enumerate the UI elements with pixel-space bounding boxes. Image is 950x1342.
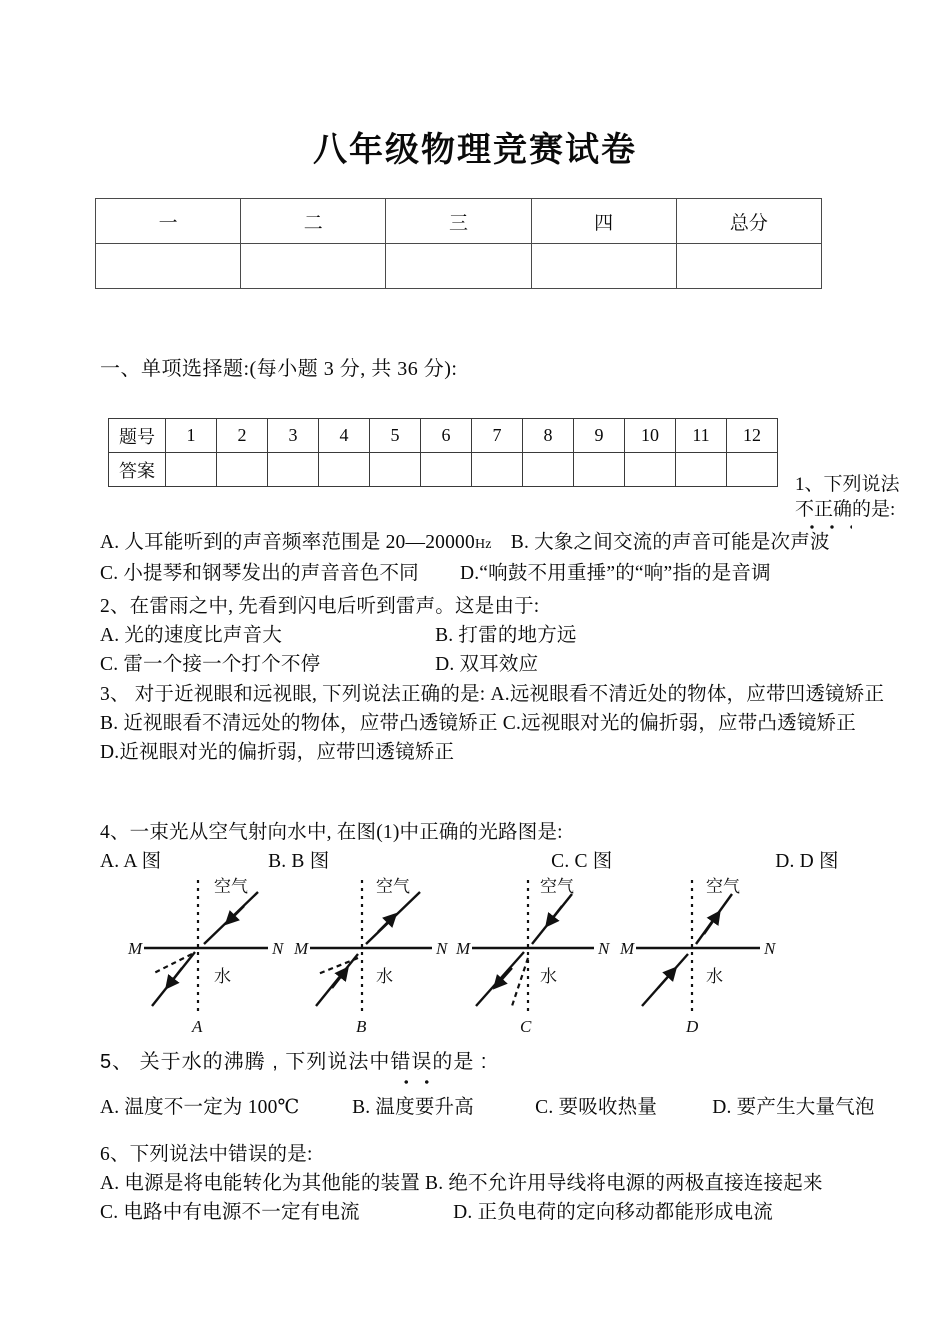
question-3-option-b: B. 近视眼看不清远处的物体，应带凸透镜矫正 bbox=[100, 713, 498, 734]
question-1-option-a bbox=[100, 528, 492, 559]
question-2-option-row-1 bbox=[100, 621, 577, 650]
panel-b bbox=[293, 877, 449, 1036]
question-1-option-a-text: A. 人耳能听到的声音频率范围是 20—20000 bbox=[100, 532, 475, 553]
question-3 bbox=[100, 680, 950, 767]
question-number-cell: 3 bbox=[268, 419, 319, 453]
score-value-1[interactable] bbox=[96, 244, 241, 289]
question-6-option-row-2 bbox=[100, 1198, 823, 1227]
section-heading-one: 一、单项选择题:(每小题 3 分, 共 36 分): bbox=[100, 358, 458, 380]
score-value-4[interactable] bbox=[531, 244, 676, 289]
question-5 bbox=[100, 1048, 875, 1122]
page-title: 八年级物理竞赛试卷 bbox=[313, 132, 637, 169]
question-5-stem-part2: 的是 : bbox=[432, 1051, 488, 1073]
svg-text:N: N bbox=[764, 939, 776, 958]
svg-text:M: M bbox=[456, 939, 471, 958]
question-1-emphasis: 不正确 bbox=[795, 499, 853, 520]
question-1-option-a-unit: Hz bbox=[474, 537, 492, 552]
question-1-option-c: C. 小提琴和钢琴发出的声音音色不同 bbox=[100, 563, 419, 584]
svg-text:空气: 空气 bbox=[540, 877, 574, 896]
question-2-option-a: A. 光的速度比声音大 bbox=[100, 625, 283, 646]
panel-c bbox=[455, 877, 611, 1036]
svg-text:N: N bbox=[436, 939, 448, 958]
refraction-diagram-figure bbox=[120, 866, 850, 1036]
svg-text:水: 水 bbox=[214, 967, 231, 986]
question-2-stem: 2、在雷雨之中, 先看到闪电后听到雷声。这是由于: bbox=[100, 596, 540, 617]
row-label-answer: 答案 bbox=[109, 453, 166, 487]
score-summary-table bbox=[95, 198, 822, 289]
answer-cell[interactable] bbox=[727, 453, 778, 487]
question-6-stem: 6、下列说法中错误的是: bbox=[100, 1144, 313, 1165]
question-number-cell: 11 bbox=[676, 419, 727, 453]
answer-cell[interactable] bbox=[676, 453, 727, 487]
question-4-option-c: C. C 图 bbox=[551, 851, 613, 872]
question-5-emphasis: 错误 bbox=[390, 1048, 432, 1077]
question-number-cell: 10 bbox=[625, 419, 676, 453]
table-row-headers bbox=[96, 199, 822, 244]
question-5-stem bbox=[100, 1051, 487, 1073]
answer-cell[interactable] bbox=[523, 453, 574, 487]
score-value-total[interactable] bbox=[676, 244, 821, 289]
answer-cell[interactable] bbox=[319, 453, 370, 487]
question-5-option-d: D. 要产生大量气泡 bbox=[712, 1097, 875, 1118]
question-3-stem: 3、 对于近视眼和远视眼, 下列说法正确的是: bbox=[100, 684, 486, 705]
question-4-option-a: A. A 图 bbox=[100, 851, 162, 872]
score-header-2: 二 bbox=[241, 199, 386, 244]
question-1-option-row-1 bbox=[100, 528, 830, 559]
question-1-option-d: D.“响鼓不用重捶”的“响”指的是音调 bbox=[459, 563, 771, 584]
question-2-option-d: D. 双耳效应 bbox=[435, 654, 539, 675]
svg-text:D: D bbox=[686, 1017, 699, 1036]
question-2-option-row-2 bbox=[100, 650, 577, 679]
svg-text:N: N bbox=[598, 939, 610, 958]
refraction-diagram-svg bbox=[120, 866, 850, 1036]
svg-text:空气: 空气 bbox=[214, 877, 248, 896]
answer-cell[interactable] bbox=[574, 453, 625, 487]
question-1-option-row-2 bbox=[100, 559, 830, 588]
question-number-cell: 9 bbox=[574, 419, 625, 453]
question-6-option-a: A. 电源是将电能转化为其他能的装置 bbox=[100, 1173, 420, 1194]
score-value-3[interactable] bbox=[386, 244, 531, 289]
answer-cell[interactable] bbox=[421, 453, 472, 487]
question-1-stem-part1: 1、下列说法 bbox=[795, 474, 900, 495]
svg-text:N: N bbox=[272, 939, 284, 958]
answer-cell[interactable] bbox=[625, 453, 676, 487]
question-4-option-b: B. B 图 bbox=[268, 851, 330, 872]
svg-text:M: M bbox=[294, 939, 309, 958]
question-2-option-b: B. 打雷的地方远 bbox=[435, 625, 577, 646]
svg-text:C: C bbox=[520, 1017, 532, 1036]
panel-d bbox=[619, 877, 777, 1036]
question-number-cell: 8 bbox=[523, 419, 574, 453]
table-row-question-numbers bbox=[109, 419, 778, 453]
table-row-answers bbox=[109, 453, 778, 487]
score-header-1: 一 bbox=[96, 199, 241, 244]
question-3-option-a: A.远视眼看不清近处的物体，应带凹透镜矫正 bbox=[490, 684, 885, 705]
question-5-option-b: B. 温度要升高 bbox=[352, 1097, 474, 1118]
svg-text:水: 水 bbox=[540, 967, 557, 986]
svg-text:水: 水 bbox=[706, 967, 723, 986]
question-1-option-b: B. 大象之间交流的声音可能是次声波 bbox=[510, 532, 830, 553]
question-6 bbox=[100, 1140, 823, 1227]
svg-text:空气: 空气 bbox=[376, 877, 410, 896]
question-2-option-c: C. 雷一个接一个打个不停 bbox=[100, 654, 321, 675]
answer-cell[interactable] bbox=[370, 453, 421, 487]
svg-text:水: 水 bbox=[376, 967, 393, 986]
svg-text:A: A bbox=[192, 1017, 203, 1036]
question-number-cell: 6 bbox=[421, 419, 472, 453]
svg-text:B: B bbox=[356, 1017, 367, 1036]
question-1-stem bbox=[795, 472, 947, 522]
question-4-stem: 4、一束光从空气射向水中, 在图(1)中正确的光路图是: bbox=[100, 822, 563, 843]
score-header-total: 总分 bbox=[676, 199, 821, 244]
question-number-cell: 7 bbox=[472, 419, 523, 453]
question-number-cell: 5 bbox=[370, 419, 421, 453]
question-5-option-row bbox=[100, 1093, 875, 1122]
score-header-3: 三 bbox=[386, 199, 531, 244]
question-1-stem-part2: 的是: bbox=[852, 499, 896, 520]
answer-cell[interactable] bbox=[166, 453, 217, 487]
score-value-2[interactable] bbox=[241, 244, 386, 289]
question-6-option-d: D. 正负电荷的定向移动都能形成电流 bbox=[453, 1202, 774, 1223]
question-5-option-a: A. 温度不一定为 100℃ bbox=[100, 1097, 300, 1118]
panel-a bbox=[127, 877, 285, 1036]
svg-text:空气: 空气 bbox=[706, 877, 740, 896]
question-6-option-b: B. 绝不允许用导线将电源的两极直接连接起来 bbox=[425, 1173, 823, 1194]
question-number-cell: 2 bbox=[217, 419, 268, 453]
svg-text:M: M bbox=[128, 939, 143, 958]
answer-cell[interactable] bbox=[217, 453, 268, 487]
svg-text:M: M bbox=[620, 939, 635, 958]
question-number-cell: 12 bbox=[727, 419, 778, 453]
question-4-option-d: D. D 图 bbox=[775, 851, 839, 872]
row-label-question-number: 题号 bbox=[109, 419, 166, 453]
answer-cell[interactable] bbox=[268, 453, 319, 487]
answer-grid-table bbox=[108, 418, 778, 487]
question-1-options bbox=[100, 528, 830, 588]
question-3-option-d: D.近视眼对光的偏折弱，应带凹透镜矫正 bbox=[100, 742, 455, 763]
question-5-stem-part1: 5、 关于水的沸腾 , 下列说法中 bbox=[100, 1051, 391, 1073]
question-2 bbox=[100, 592, 577, 679]
question-6-option-row-1 bbox=[100, 1169, 823, 1198]
table-row-values bbox=[96, 244, 822, 289]
answer-cell[interactable] bbox=[472, 453, 523, 487]
question-number-cell: 1 bbox=[166, 419, 217, 453]
question-3-option-c: C.远视眼对光的偏折弱，应带凸透镜矫正 bbox=[502, 713, 856, 734]
question-number-cell: 4 bbox=[319, 419, 370, 453]
question-6-option-c: C. 电路中有电源不一定有电流 bbox=[100, 1202, 360, 1223]
score-header-4: 四 bbox=[531, 199, 676, 244]
question-5-option-c: C. 要吸收热量 bbox=[535, 1097, 658, 1118]
